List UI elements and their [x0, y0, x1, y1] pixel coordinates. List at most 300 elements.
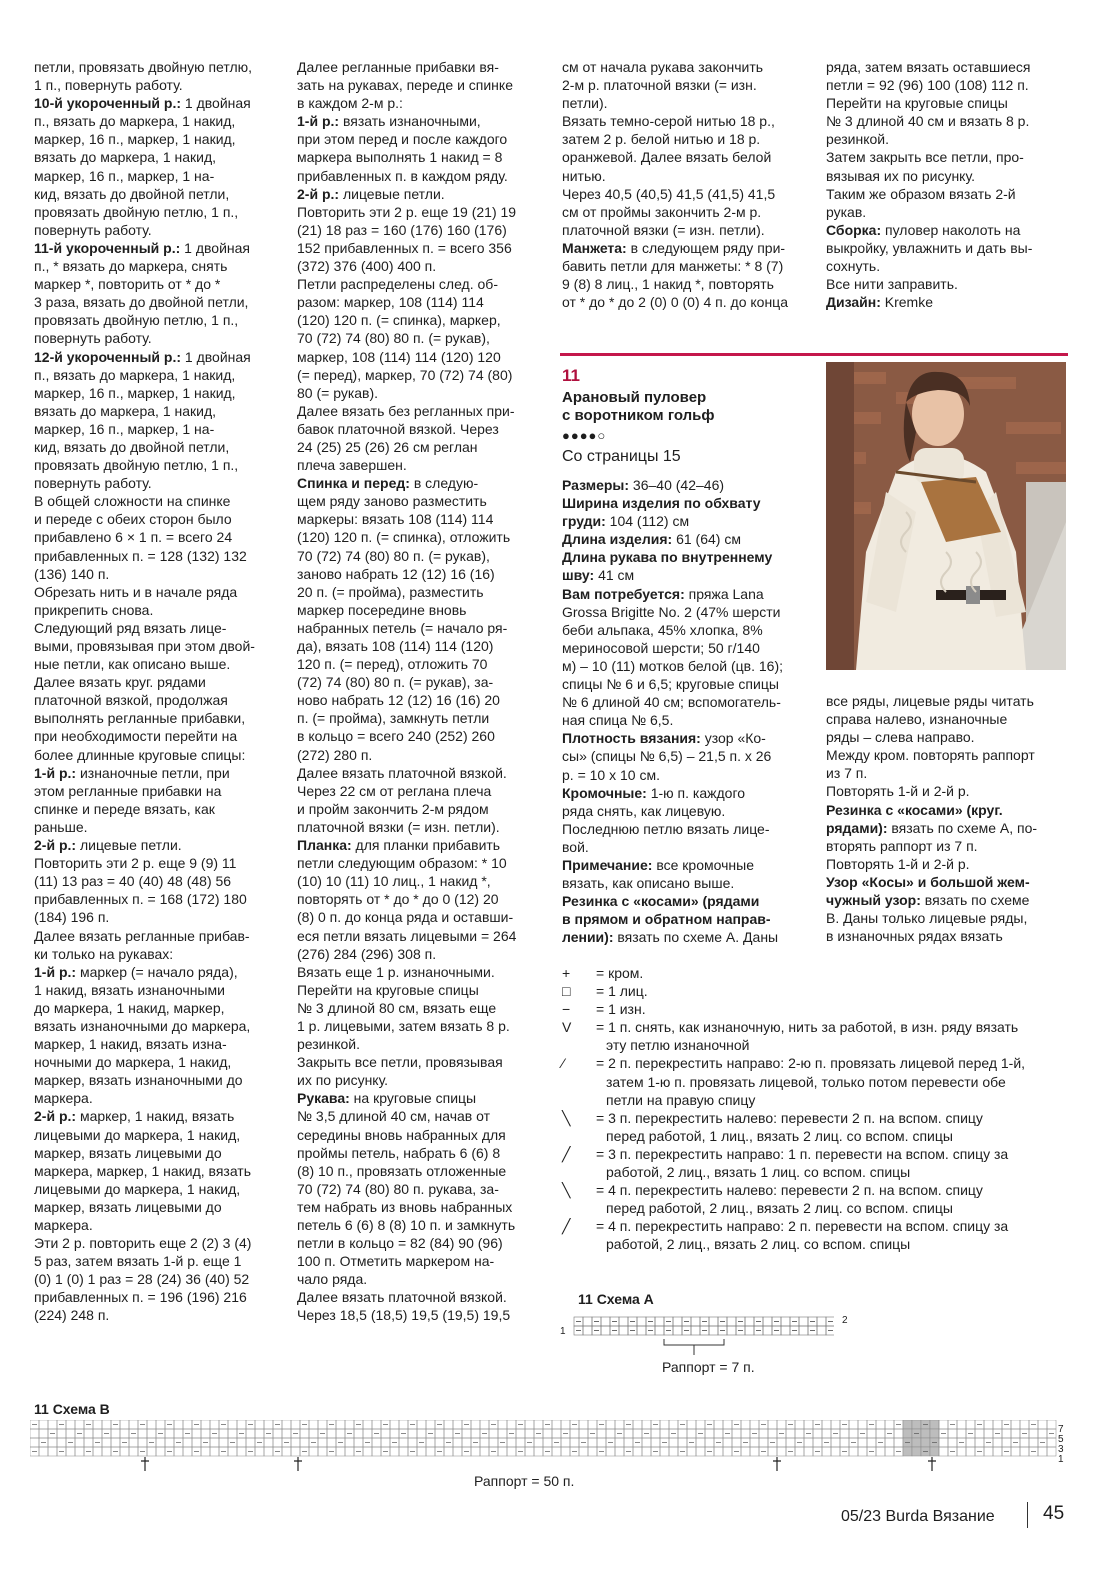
text-line — [562, 167, 812, 185]
scheme-a-cell — [709, 1317, 718, 1326]
scheme-b-cell — [912, 1447, 921, 1456]
scheme-b-cell — [327, 1438, 336, 1447]
text-line-body: мериносовой шерсти; 50 г/140 — [562, 639, 760, 656]
text-line — [826, 782, 1066, 800]
text-line — [34, 1252, 279, 1270]
text-line-body: проймы петель, набрать 6 (6) 8 — [297, 1144, 501, 1161]
text-line-body: № 3 длиной 40 см и вязать 8 р. — [826, 113, 1030, 130]
text-line — [34, 800, 279, 818]
text-line — [297, 185, 545, 203]
scheme-b-cell — [750, 1420, 759, 1429]
text-line — [34, 94, 279, 112]
text-line-body: нитью. — [562, 167, 606, 184]
text-line — [562, 58, 812, 76]
scheme-a-cell — [655, 1317, 664, 1326]
text-line-body: от * до * до 2 (0) 0 (0) 4 п. до конца — [562, 294, 788, 311]
scheme-a-cell — [727, 1326, 736, 1335]
text-column-3-main — [562, 476, 812, 946]
text-line — [34, 76, 279, 94]
text-line — [34, 1216, 279, 1234]
scheme-b-cell — [858, 1438, 867, 1447]
text-line-body: 36–40 (42–46) — [629, 477, 725, 493]
text-line — [34, 619, 279, 637]
text-line — [34, 58, 279, 76]
text-line — [297, 691, 545, 709]
scheme-b-cell — [633, 1420, 642, 1429]
text-line — [826, 58, 1066, 76]
text-line — [562, 130, 812, 148]
text-line-body: спицы № 6 и 6,5; круговые спицы — [562, 676, 779, 693]
text-line — [34, 148, 279, 166]
text-line — [826, 76, 1066, 94]
scheme-b-cell — [138, 1438, 147, 1447]
scheme-b-cell — [696, 1420, 705, 1429]
scheme-b-cell — [786, 1438, 795, 1447]
text-line-body: петли). — [562, 95, 608, 112]
legend-text: = 1 лиц. — [596, 983, 648, 1000]
scheme-b-cell — [318, 1420, 327, 1429]
text-line-heading: Дизайн: — [826, 294, 881, 311]
scheme-b-cell — [795, 1420, 804, 1429]
text-line-body: в следующем ряду при- — [626, 239, 786, 256]
text-line-body: провязать двойную петлю, 1 п., — [34, 457, 239, 474]
text-line — [562, 874, 812, 892]
text-line — [297, 890, 545, 908]
scheme-b-cell — [120, 1429, 129, 1438]
text-line — [297, 221, 545, 239]
text-line-body: прикрепить снова. — [34, 601, 154, 618]
text-line — [34, 1144, 279, 1162]
legend-symbol-icon: V — [562, 1019, 572, 1036]
text-line-body: п. (= пройма), замкнуть петли — [297, 710, 490, 727]
scheme-b-cell — [588, 1447, 597, 1456]
text-line-body: прибавлено 6 × 1 п. = всего 24 — [34, 529, 233, 546]
text-line-body: 1 р. лицевыми, затем вязать 8 р. — [297, 1017, 510, 1034]
scheme-b-cell — [525, 1447, 534, 1456]
text-line — [34, 927, 279, 945]
scheme-a-cell — [709, 1326, 718, 1335]
text-line-body: тем набрать из вновь набранных — [297, 1198, 513, 1215]
section-title-line2: с воротником гольф — [562, 407, 715, 424]
text-line — [297, 420, 545, 438]
scheme-b-cell — [687, 1420, 696, 1429]
text-line-body: прибавленных п. = 168 (172) 180 — [34, 891, 247, 908]
scheme-b-cell — [426, 1420, 435, 1429]
scheme-a-cell — [781, 1326, 790, 1335]
text-line — [562, 203, 812, 221]
text-line-body: маркер, вязать изнаночными до — [34, 1072, 243, 1089]
text-line — [297, 601, 545, 619]
scheme-a-cell — [763, 1317, 772, 1326]
text-line — [34, 348, 279, 366]
text-line-body: ряды – слева направо. — [826, 729, 975, 746]
text-line — [297, 818, 545, 836]
text-line — [562, 112, 812, 130]
scheme-b-cell — [849, 1429, 858, 1438]
text-line — [562, 257, 812, 275]
scheme-b-cell — [30, 1438, 39, 1447]
scheme-b-cell — [1020, 1420, 1029, 1429]
scheme-b-row-7: 7 — [1058, 1424, 1064, 1435]
text-line-body: Петли распределены след. об- — [297, 276, 498, 293]
text-line — [297, 329, 545, 347]
legend-symbol-icon: ╱ — [562, 1145, 571, 1162]
scheme-b-cell — [498, 1420, 507, 1429]
text-line-body: маркер, вязать лицевыми до — [34, 1198, 222, 1215]
text-line — [34, 420, 279, 438]
scheme-b-cell — [624, 1429, 633, 1438]
text-line — [34, 366, 279, 384]
scheme-b-cell — [282, 1429, 291, 1438]
text-line-body: маркеры: вязать 108 (114) 114 — [297, 511, 494, 528]
text-line-body: маркер, 16 п., маркер, 1 на- — [34, 167, 215, 184]
scheme-b-cell — [705, 1429, 714, 1438]
scheme-b-cell — [363, 1429, 372, 1438]
scheme-b-cell — [552, 1420, 561, 1429]
scheme-b-cell — [741, 1429, 750, 1438]
text-line — [34, 1107, 279, 1125]
text-line-body: провязать двойную петлю, 1 п., — [34, 312, 239, 329]
text-line — [297, 764, 545, 782]
scheme-b-marker — [928, 1457, 936, 1471]
text-line — [34, 474, 279, 492]
scheme-b-cell — [102, 1438, 111, 1447]
scheme-b-cell — [912, 1420, 921, 1429]
text-line-heading: Размеры: — [562, 477, 630, 493]
scheme-b-cell — [237, 1447, 246, 1456]
scheme-b-cell — [48, 1447, 57, 1456]
text-line-body: бавить петли для манжеты: * 8 (7) — [562, 258, 784, 275]
text-line — [34, 1126, 279, 1144]
text-line — [297, 257, 545, 275]
scheme-a-cell — [763, 1326, 772, 1335]
scheme-b-cell — [696, 1438, 705, 1447]
text-line — [562, 239, 812, 257]
scheme-b-cell — [165, 1429, 174, 1438]
section-title — [562, 389, 812, 425]
scheme-b-cell — [435, 1429, 444, 1438]
scheme-b-cell — [372, 1420, 381, 1429]
text-line-heading: в прямом и обратном направ- — [562, 911, 771, 928]
text-line — [297, 456, 545, 474]
scheme-b-cell — [102, 1420, 111, 1429]
scheme-b-cell — [318, 1447, 327, 1456]
legend-text: = кром. — [596, 965, 644, 981]
scheme-b-cell — [255, 1429, 264, 1438]
text-line — [34, 384, 279, 402]
text-line-body: при этом перед и после каждого — [297, 131, 508, 148]
text-line-heading: Примечание: — [562, 856, 653, 873]
scheme-b-cell — [48, 1438, 57, 1447]
text-line — [34, 854, 279, 872]
text-line — [826, 185, 1066, 203]
text-line-body: прибавленных п. = 196 (196) 216 — [34, 1289, 247, 1306]
scheme-b-cell — [318, 1438, 327, 1447]
text-line — [34, 981, 279, 999]
scheme-a-chart — [572, 1315, 834, 1364]
text-line-body: бавок платочной вязкой. Через — [297, 420, 499, 437]
scheme-b-cell — [903, 1420, 912, 1429]
text-line — [297, 492, 545, 510]
scheme-b-cell — [930, 1447, 939, 1456]
scheme-b-cell — [516, 1429, 525, 1438]
scheme-b-cell — [759, 1438, 768, 1447]
text-line — [297, 872, 545, 890]
text-line-body: выми, провязывая при этом двой- — [34, 638, 255, 654]
text-line-body: Все нити заправить. — [826, 276, 958, 293]
text-line — [34, 1270, 279, 1288]
text-line-body: Далее вязать платочной вязкой. — [297, 764, 507, 781]
scheme-b-cell — [993, 1438, 1002, 1447]
scheme-b-cell — [885, 1420, 894, 1429]
scheme-b-cell — [975, 1438, 984, 1447]
scheme-b-cell — [399, 1420, 408, 1429]
scheme-b-cell — [156, 1438, 165, 1447]
text-line — [34, 311, 279, 329]
legend-row — [562, 1036, 1062, 1054]
scheme-a-grid — [572, 1315, 834, 1359]
text-line — [826, 167, 1066, 185]
text-line-body: Повторить эти 2 р. еще 19 (21) 19 — [297, 203, 517, 220]
legend-symbol-icon: ╲ — [562, 1182, 571, 1199]
scheme-b-cell — [984, 1420, 993, 1429]
scheme-b-cell — [183, 1447, 192, 1456]
scheme-b-cell — [849, 1447, 858, 1456]
scheme-a-cell — [601, 1317, 610, 1326]
scheme-b-cell — [498, 1447, 507, 1456]
text-line — [562, 856, 812, 874]
text-line-body: В. Даны только лицевые ряды, — [826, 910, 1028, 927]
text-line-body: плеча завершен. — [297, 457, 407, 474]
scheme-b-cell — [480, 1420, 489, 1429]
scheme-b-cell — [1002, 1438, 1011, 1447]
page-number: 45 — [1043, 1503, 1065, 1524]
text-line — [562, 585, 812, 603]
scheme-b-cell — [876, 1420, 885, 1429]
scheme-a-cell — [799, 1326, 808, 1335]
scheme-b-cell — [966, 1420, 975, 1429]
scheme-b-cell — [282, 1447, 291, 1456]
text-line-body: провязать двойную петлю, 1 п., — [34, 203, 239, 220]
scheme-b-cell — [723, 1447, 732, 1456]
text-line-body: еся петли вязать лицевыми = 264 — [297, 927, 517, 944]
scheme-b-cell — [777, 1420, 786, 1429]
legend-symbol-icon: + — [562, 965, 571, 981]
text-line-body: п., вязать до маркера, 1 накид, — [34, 113, 236, 130]
text-line-body: (224) 248 п. — [34, 1307, 110, 1324]
text-line — [826, 710, 1066, 728]
legend-text: затем 1-ю п. провязать лицевой, только потом перевести обе — [606, 1073, 1006, 1090]
text-line-body: прибавленных п. = 128 (132) 132 — [34, 547, 247, 564]
scheme-b-cell — [957, 1429, 966, 1438]
text-line — [562, 729, 812, 747]
scheme-b-cell — [228, 1447, 237, 1456]
scheme-b-cell — [336, 1447, 345, 1456]
text-line — [34, 239, 279, 257]
scheme-b-cell — [534, 1420, 543, 1429]
text-line — [297, 1017, 545, 1035]
text-line — [297, 402, 545, 420]
text-line — [34, 112, 279, 130]
text-line — [297, 58, 545, 76]
text-line — [297, 203, 545, 221]
text-line-body: маркер (= начало ряда), — [76, 963, 238, 980]
text-line-body: на круговые спицы — [349, 1090, 477, 1107]
scheme-a-cell — [817, 1317, 826, 1326]
scheme-b-cell — [183, 1420, 192, 1429]
text-line — [34, 1306, 279, 1324]
scheme-b-cell — [714, 1420, 723, 1429]
text-line — [34, 782, 279, 800]
scheme-b-cell — [471, 1420, 480, 1429]
scheme-b-cell — [678, 1429, 687, 1438]
scheme-b-cell — [570, 1429, 579, 1438]
text-line — [297, 637, 545, 655]
scheme-b-cell — [894, 1438, 903, 1447]
text-line-heading: Плотность вязания: — [562, 730, 701, 747]
text-line — [34, 402, 279, 420]
scheme-b-cell — [426, 1438, 435, 1447]
text-line — [562, 548, 812, 566]
scheme-b-cell — [534, 1447, 543, 1456]
scheme-b-cell — [291, 1420, 300, 1429]
text-line — [34, 709, 279, 727]
text-line-body: ново набрать 12 (12) 16 (16) 20 — [297, 692, 500, 709]
scheme-b-cell — [147, 1447, 156, 1456]
text-line-body: Перейти на круговые спицы — [297, 981, 479, 998]
scheme-b-cell — [1038, 1420, 1047, 1429]
legend-text: = 1 изн. — [596, 1001, 646, 1018]
scheme-b-cell — [309, 1447, 318, 1456]
text-line-body: и переде с обеих сторон было — [34, 511, 232, 528]
legend-text: = 1 п. снять, как изнаночную, нить за работой, в изн. ряду вязать — [596, 1019, 1019, 1036]
text-line-heading: чужный узор: — [826, 892, 921, 909]
text-line-body: повернуть работу. — [34, 475, 152, 492]
text-line — [297, 1144, 545, 1162]
scheme-b-cell — [435, 1438, 444, 1447]
text-column-2 — [297, 58, 545, 1325]
text-line-body: Следующий ряд вязать лице- — [34, 619, 227, 636]
scheme-b-cell — [255, 1420, 264, 1429]
text-line — [34, 1198, 279, 1216]
text-line-body: сохнуть. — [826, 258, 881, 275]
text-line-body: маркер *, повторить от * до * — [34, 276, 221, 293]
scheme-a-rapport: Раппорт = 7 п. — [662, 1359, 755, 1375]
scheme-b-cell — [264, 1438, 273, 1447]
scheme-b-cell — [417, 1420, 426, 1429]
scheme-b-cell — [885, 1438, 894, 1447]
legend-symbol-icon: ╱ — [562, 1218, 571, 1235]
text-line — [34, 727, 279, 745]
text-line-heading: 1-й р.: — [34, 963, 77, 980]
scheme-b-marker — [141, 1457, 149, 1471]
scheme-b-cell — [903, 1447, 912, 1456]
scheme-b-cell — [660, 1447, 669, 1456]
text-line — [297, 510, 545, 528]
text-line — [297, 583, 545, 601]
scheme-b-cell — [183, 1438, 192, 1447]
text-line — [297, 130, 545, 148]
text-line — [297, 800, 545, 818]
text-line-heading: Резинка с «косами» (рядами — [562, 893, 760, 910]
text-line-body: резинкой. — [297, 1036, 361, 1053]
text-line — [297, 727, 545, 745]
scheme-b-cell — [237, 1420, 246, 1429]
text-line-body: петли = 92 (96) 100 (108) 112 п. — [826, 77, 1029, 94]
text-line — [297, 655, 545, 673]
text-line — [34, 130, 279, 148]
scheme-b-cell — [75, 1447, 84, 1456]
scheme-b-cell — [129, 1438, 138, 1447]
text-line — [826, 764, 1066, 782]
text-line — [562, 221, 812, 239]
scheme-b-cell — [453, 1420, 462, 1429]
scheme-b-cell — [219, 1429, 228, 1438]
scheme-b-cell — [471, 1447, 480, 1456]
scheme-b-cell — [336, 1429, 345, 1438]
scheme-b-cell — [381, 1438, 390, 1447]
scheme-b-cell — [633, 1447, 642, 1456]
text-column-3-top — [562, 58, 812, 311]
scheme-b-cell — [138, 1429, 147, 1438]
text-line — [562, 566, 812, 584]
text-line-body: (11) 13 раз = 40 (40) 48 (48) 56 — [34, 873, 232, 890]
scheme-b-cell — [552, 1429, 561, 1438]
legend-text: перед работой, 1 лиц., вязать 2 лиц. со вспом. спицы — [606, 1127, 953, 1144]
scheme-b-cell — [642, 1420, 651, 1429]
text-line — [297, 311, 545, 329]
legend-text: = 2 п. перекрестить направо: 2-ю п. провязать лицевой перед 1-й, — [596, 1055, 1026, 1072]
scheme-b-cell — [858, 1447, 867, 1456]
scheme-b-cell — [606, 1420, 615, 1429]
scheme-b-cell — [93, 1429, 102, 1438]
text-line — [826, 130, 1066, 148]
scheme-a-cell — [637, 1317, 646, 1326]
text-line — [34, 221, 279, 239]
text-line-body: петли в кольцо = 82 (84) 90 (96) — [297, 1235, 503, 1252]
text-line — [562, 639, 812, 657]
text-line-body: вязать по схеме — [920, 892, 1030, 909]
text-line-body: (10) 10 (11) 10 лиц., 1 накид *, — [297, 873, 491, 890]
text-line-body: (372) 376 (400) 400 п. — [297, 258, 437, 275]
scheme-b-cell — [831, 1420, 840, 1429]
text-line-body: 120 п. (= перед), отложить 70 — [297, 656, 488, 673]
text-line-body: Далее вязать без регланных при- — [297, 402, 515, 419]
scheme-b-cell — [93, 1420, 102, 1429]
text-line-body: № 6 длиной 40 см; вспомогатель- — [562, 694, 781, 711]
scheme-a-cell — [655, 1326, 664, 1335]
scheme-b-cell — [957, 1447, 966, 1456]
text-line-body: 5 раз, затем вязать 1-й р. еще 1 — [34, 1253, 242, 1270]
legend-row — [562, 1217, 1062, 1235]
scheme-b-cell — [516, 1438, 525, 1447]
scheme-b-cell — [957, 1420, 966, 1429]
scheme-b-cell — [624, 1438, 633, 1447]
text-line-body: маркер, вязать лицевыми до — [34, 1144, 222, 1161]
scheme-b-cell — [354, 1429, 363, 1438]
text-line-heading: Планка: — [297, 837, 352, 854]
text-line — [297, 565, 545, 583]
scheme-b-cell — [984, 1429, 993, 1438]
text-line — [562, 76, 812, 94]
text-line — [297, 112, 545, 130]
scheme-b-cell — [1047, 1438, 1056, 1447]
scheme-b-cell — [1038, 1447, 1047, 1456]
scheme-b-row-3: 3 — [1058, 1444, 1064, 1455]
text-line-body: Затем закрыть все петли, про- — [826, 149, 1024, 166]
scheme-b-cell — [300, 1429, 309, 1438]
text-line — [297, 1198, 545, 1216]
